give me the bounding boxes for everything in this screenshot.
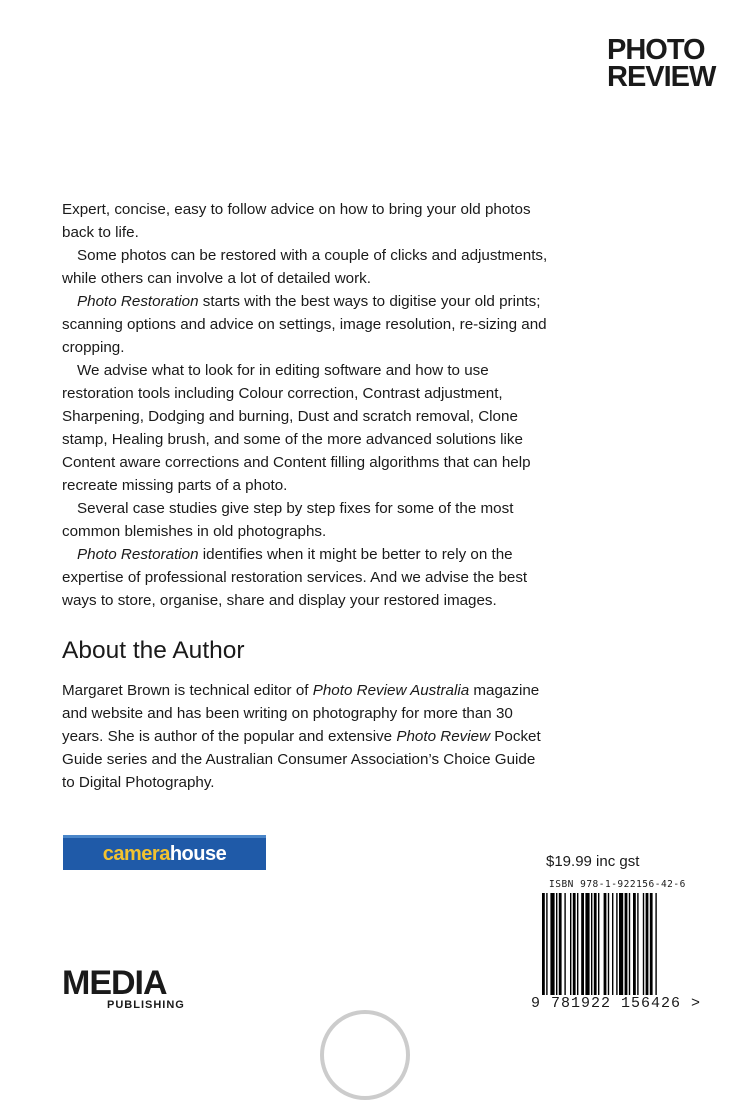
barcode-bar xyxy=(604,893,607,995)
isbn-label: ISBN 978-1-922156-42-6 xyxy=(549,879,686,890)
barcode-bar xyxy=(646,893,649,995)
barcode xyxy=(540,893,700,995)
blurb-paragraph-3-text: starts with the best ways to digitise your old prints; scanning options and advice on settings, image resolution, re-sizing and cropping. xyxy=(62,293,547,356)
author-text-1: Margaret Brown is technical editor of xyxy=(62,682,313,699)
barcode-digits: 9 781922 156426 > xyxy=(531,995,702,1012)
barcode-bar xyxy=(608,893,609,995)
blurb-paragraph-6 xyxy=(62,543,552,612)
barcode-bar xyxy=(598,893,599,995)
author-text-3: Pocket Guide series and the Australian Consumer Association’s Choice Guide to Digital Photography. xyxy=(62,728,541,791)
blurb-paragraph-3 xyxy=(62,290,552,359)
blurb-paragraph-4: We advise what to look for in editing software and how to use restoration tools including Colour correction, Contrast adjustment, Sharpening, Dodging and burning, Dust and scratch removal, Clone stamp, Healing brush, and some of the more advanced solutions like Content aware corrections and Content filling algorithms that can help recreate missing parts of a photo. xyxy=(62,362,531,494)
barcode-bar xyxy=(616,893,617,995)
logo-line-2: REVIEW xyxy=(607,61,716,93)
barcode-bar xyxy=(612,893,613,995)
barcode-bar xyxy=(546,893,547,995)
logo-line-1: PHOTO xyxy=(607,34,705,66)
blurb-paragraph-5: Several case studies give step by step fixes for some of the most common blemishes in old photographs. xyxy=(62,500,514,540)
camerahouse-logo xyxy=(63,835,266,870)
barcode-bar xyxy=(542,893,545,995)
barcode-bar xyxy=(570,893,571,995)
barcode-bar xyxy=(625,893,628,995)
blurb-paragraph-1: Expert, concise, easy to follow advice on how to bring your old photos back to life. xyxy=(62,201,531,241)
blurb xyxy=(62,198,552,612)
camerahouse-part-1: camera xyxy=(102,842,170,865)
barcode-bar xyxy=(585,893,589,995)
barcode-bar xyxy=(564,893,565,995)
magazine-title: Photo Review Australia xyxy=(312,682,470,699)
author-text-2: magazine and website and has been writing on photography for more than 30 years. She is author of the popular and extensive xyxy=(62,682,540,745)
barcode-bar xyxy=(643,893,644,995)
barcode-bar xyxy=(629,893,630,995)
camerahouse-wordmark xyxy=(103,843,226,866)
price-label: $19.99 inc gst xyxy=(546,853,640,870)
barcode-bar xyxy=(594,893,597,995)
blurb-paragraph-6-text: identifies when it might be better to rely on the expertise of professional restoration services. And we advise the best ways to store, organise, share and display your restored images. xyxy=(62,546,528,609)
barcode-bar xyxy=(637,893,638,995)
barcode-bar xyxy=(577,893,578,995)
publishing-label: PUBLISHING xyxy=(107,999,185,1011)
barcode-bar xyxy=(619,893,623,995)
media-publishing-logo: MEDIA xyxy=(62,964,167,1002)
barcode-bar xyxy=(655,893,656,995)
author-paragraph xyxy=(62,679,552,794)
barcode-bar xyxy=(550,893,554,995)
author-bio xyxy=(62,679,552,794)
series-title: Photo Review xyxy=(396,728,491,745)
barcode-bar xyxy=(650,893,653,995)
barcode-bar xyxy=(591,893,592,995)
book-title: Photo Restoration xyxy=(77,546,199,563)
barcode-bar xyxy=(556,893,557,995)
blurb-paragraph-2: Some photos can be restored with a couple of clicks and adjustments, while others can involve a lot of detailed work. xyxy=(62,247,548,287)
barcode-bar xyxy=(559,893,562,995)
about-author-heading: About the Author xyxy=(62,637,245,664)
book-title: Photo Restoration xyxy=(77,293,199,310)
barcode-bar xyxy=(633,893,636,995)
barcode-bar xyxy=(573,893,576,995)
barcode-bar xyxy=(581,893,584,995)
photo-review-logo xyxy=(607,34,716,93)
camerahouse-part-2: house xyxy=(169,842,227,865)
